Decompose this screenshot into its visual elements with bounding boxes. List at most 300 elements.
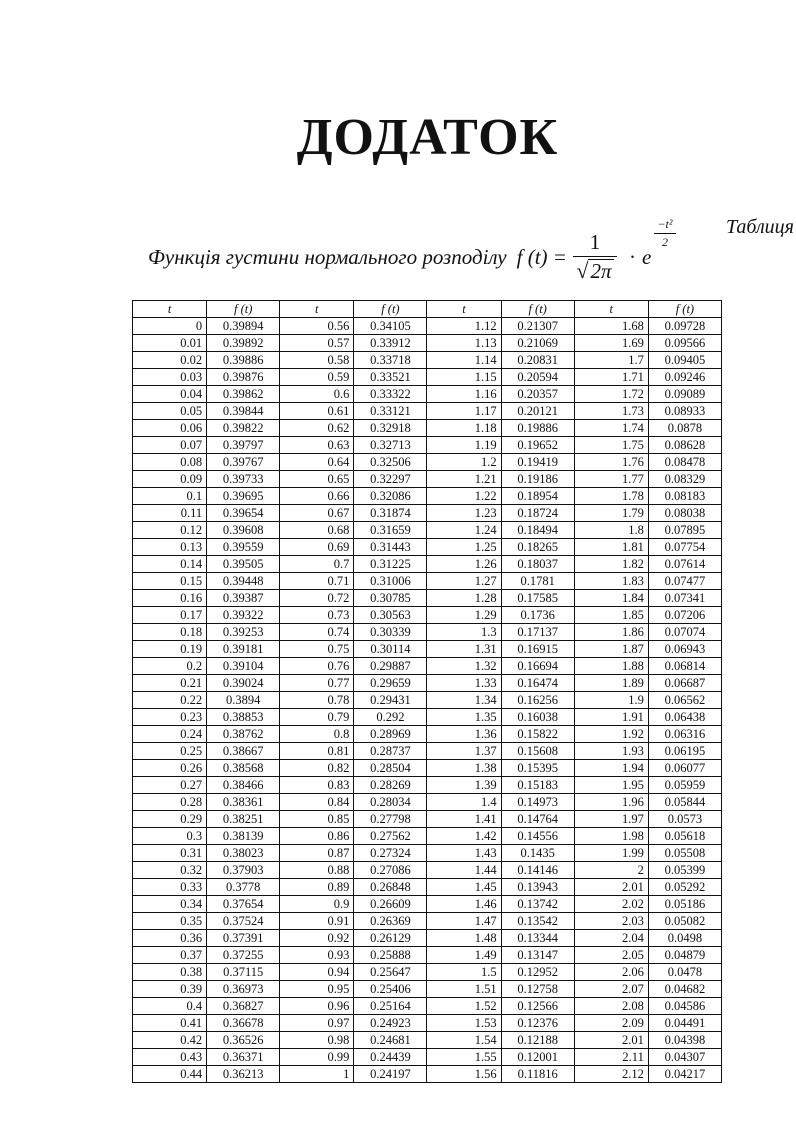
t-value-cell: 1.41 [427, 811, 501, 828]
density-value-cell: 0.33521 [354, 369, 427, 386]
t-value-cell: 2.04 [574, 930, 648, 947]
table-row [133, 607, 722, 624]
t-value-cell: 1.21 [427, 471, 501, 488]
table-row [133, 1015, 722, 1032]
density-formula [516, 216, 673, 283]
density-value-cell: 0.07614 [648, 556, 721, 573]
density-value-cell: 0.06077 [648, 760, 721, 777]
density-value-cell: 0.39448 [207, 573, 280, 590]
density-value-cell: 0.38251 [207, 811, 280, 828]
t-value-cell: 0.29 [133, 811, 207, 828]
table-row [133, 437, 722, 454]
density-value-cell: 0.34105 [354, 318, 427, 335]
density-value-cell: 0.06943 [648, 641, 721, 658]
density-value-cell: 0.09405 [648, 352, 721, 369]
density-value-cell: 0.06195 [648, 743, 721, 760]
density-value-cell: 0.39104 [207, 658, 280, 675]
t-value-cell: 0.15 [133, 573, 207, 590]
density-value-cell: 0.32918 [354, 420, 427, 437]
density-value-cell: 0.39876 [207, 369, 280, 386]
t-value-cell: 0.87 [280, 845, 354, 862]
density-value-cell: 0.17137 [501, 624, 574, 641]
t-value-cell: 0.88 [280, 862, 354, 879]
t-value-cell: 0.1 [133, 488, 207, 505]
t-value-cell: 1.7 [574, 352, 648, 369]
density-value-cell: 0.16474 [501, 675, 574, 692]
t-value-cell: 1.29 [427, 607, 501, 624]
t-value-cell: 0.83 [280, 777, 354, 794]
density-value-cell: 0.0878 [648, 420, 721, 437]
density-value-cell: 0.1736 [501, 607, 574, 624]
table-row [133, 726, 722, 743]
formula-fraction [573, 231, 617, 283]
density-value-cell: 0.07074 [648, 624, 721, 641]
density-value-cell: 0.05844 [648, 794, 721, 811]
density-value-cell: 0.39387 [207, 590, 280, 607]
density-value-cell: 0.36371 [207, 1049, 280, 1066]
density-value-cell: 0.38568 [207, 760, 280, 777]
density-value-cell: 0.27562 [354, 828, 427, 845]
density-value-cell: 0.0498 [648, 930, 721, 947]
table-row [133, 488, 722, 505]
table-row [133, 964, 722, 981]
caption-row [148, 216, 673, 292]
density-value-cell: 0.20357 [501, 386, 574, 403]
density-value-cell: 0.25647 [354, 964, 427, 981]
table-row [133, 913, 722, 930]
t-value-cell: 1.16 [427, 386, 501, 403]
table-row [133, 794, 722, 811]
t-value-cell: 0.63 [280, 437, 354, 454]
t-value-cell: 0.06 [133, 420, 207, 437]
density-value-cell: 0.33718 [354, 352, 427, 369]
t-value-cell: 1.35 [427, 709, 501, 726]
density-value-cell: 0.32506 [354, 454, 427, 471]
density-value-cell: 0.37654 [207, 896, 280, 913]
density-value-cell: 0.12188 [501, 1032, 574, 1049]
t-value-cell: 0.85 [280, 811, 354, 828]
density-value-cell: 0.13147 [501, 947, 574, 964]
t-value-cell: 1.24 [427, 522, 501, 539]
t-value-cell: 0.61 [280, 403, 354, 420]
density-value-cell: 0.39733 [207, 471, 280, 488]
density-value-cell: 0.05292 [648, 879, 721, 896]
density-value-cell: 0.04586 [648, 998, 721, 1015]
density-value-cell: 0.38762 [207, 726, 280, 743]
density-value-cell: 0.16694 [501, 658, 574, 675]
table-row [133, 556, 722, 573]
t-value-cell: 2.02 [574, 896, 648, 913]
density-value-cell: 0.11816 [501, 1066, 574, 1083]
t-value-cell: 1.36 [427, 726, 501, 743]
t-value-cell: 0.58 [280, 352, 354, 369]
t-value-cell: 1 [280, 1066, 354, 1083]
density-value-cell: 0.19652 [501, 437, 574, 454]
table-row [133, 335, 722, 352]
density-value-cell: 0.38361 [207, 794, 280, 811]
density-value-cell: 0.32086 [354, 488, 427, 505]
density-value-cell: 0.31225 [354, 556, 427, 573]
t-value-cell: 0 [133, 318, 207, 335]
density-value-cell: 0.13542 [501, 913, 574, 930]
table-row [133, 318, 722, 335]
density-value-cell: 0.26609 [354, 896, 427, 913]
t-value-cell: 0.23 [133, 709, 207, 726]
t-value-cell: 1.54 [427, 1032, 501, 1049]
t-value-cell: 1.68 [574, 318, 648, 335]
t-value-cell: 0.64 [280, 454, 354, 471]
column-header: f (t) [648, 301, 721, 318]
table-row [133, 624, 722, 641]
density-value-cell: 0.13742 [501, 896, 574, 913]
density-value-cell: 0.08478 [648, 454, 721, 471]
t-value-cell: 1.82 [574, 556, 648, 573]
density-value-cell: 0.30114 [354, 641, 427, 658]
density-value-cell: 0.09089 [648, 386, 721, 403]
t-value-cell: 0.03 [133, 369, 207, 386]
t-value-cell: 2.09 [574, 1015, 648, 1032]
t-value-cell: 1.85 [574, 607, 648, 624]
density-value-cell: 0.16256 [501, 692, 574, 709]
t-value-cell: 1.75 [574, 437, 648, 454]
density-value-cell: 0.04398 [648, 1032, 721, 1049]
formula-numerator: 1 [589, 229, 601, 254]
t-value-cell: 1.32 [427, 658, 501, 675]
t-value-cell: 0.3 [133, 828, 207, 845]
t-value-cell: 0.84 [280, 794, 354, 811]
t-value-cell: 1.4 [427, 794, 501, 811]
t-value-cell: 0.37 [133, 947, 207, 964]
density-value-cell: 0.15608 [501, 743, 574, 760]
density-value-cell: 0.1781 [501, 573, 574, 590]
t-value-cell: 1.12 [427, 318, 501, 335]
density-value-cell: 0.31006 [354, 573, 427, 590]
t-value-cell: 0.75 [280, 641, 354, 658]
table-row [133, 896, 722, 913]
density-value-cell: 0.09728 [648, 318, 721, 335]
t-value-cell: 2.07 [574, 981, 648, 998]
t-value-cell: 0.32 [133, 862, 207, 879]
density-value-cell: 0.09566 [648, 335, 721, 352]
column-header: t [574, 301, 648, 318]
table-row [133, 760, 722, 777]
t-value-cell: 0.7 [280, 556, 354, 573]
density-value-cell: 0.25406 [354, 981, 427, 998]
table-row [133, 641, 722, 658]
density-value-cell: 0.16915 [501, 641, 574, 658]
t-value-cell: 1.73 [574, 403, 648, 420]
table-row [133, 777, 722, 794]
t-value-cell: 1.46 [427, 896, 501, 913]
t-value-cell: 1.74 [574, 420, 648, 437]
table-row [133, 658, 722, 675]
t-value-cell: 0.42 [133, 1032, 207, 1049]
density-value-cell: 0.39892 [207, 335, 280, 352]
density-value-cell: 0.37391 [207, 930, 280, 947]
table-row [133, 1049, 722, 1066]
density-value-cell: 0.06562 [648, 692, 721, 709]
column-header: f (t) [354, 301, 427, 318]
density-value-cell: 0.31874 [354, 505, 427, 522]
column-header: f (t) [207, 301, 280, 318]
t-value-cell: 0.62 [280, 420, 354, 437]
density-value-cell: 0.39181 [207, 641, 280, 658]
density-value-cell: 0.29887 [354, 658, 427, 675]
density-value-cell: 0.16038 [501, 709, 574, 726]
t-value-cell: 0.31 [133, 845, 207, 862]
t-value-cell: 1.55 [427, 1049, 501, 1066]
density-value-cell: 0.36213 [207, 1066, 280, 1083]
column-header: t [133, 301, 207, 318]
column-header: t [427, 301, 501, 318]
t-value-cell: 0.86 [280, 828, 354, 845]
table-row [133, 1032, 722, 1049]
table-label: Таблиця [726, 216, 794, 238]
t-value-cell: 1.89 [574, 675, 648, 692]
t-value-cell: 0.89 [280, 879, 354, 896]
density-value-cell: 0.36526 [207, 1032, 280, 1049]
density-value-cell: 0.24681 [354, 1032, 427, 1049]
density-value-cell: 0.04682 [648, 981, 721, 998]
t-value-cell: 0.19 [133, 641, 207, 658]
t-value-cell: 0.25 [133, 743, 207, 760]
t-value-cell: 1.45 [427, 879, 501, 896]
density-value-cell: 0.07341 [648, 590, 721, 607]
t-value-cell: 1.84 [574, 590, 648, 607]
t-value-cell: 1.42 [427, 828, 501, 845]
t-value-cell: 1.96 [574, 794, 648, 811]
formula-exponential [641, 216, 673, 270]
density-value-cell: 0.15183 [501, 777, 574, 794]
t-value-cell: 1.33 [427, 675, 501, 692]
density-value-cell: 0.26848 [354, 879, 427, 896]
density-value-cell: 0.38667 [207, 743, 280, 760]
t-value-cell: 1.53 [427, 1015, 501, 1032]
density-value-cell: 0.27324 [354, 845, 427, 862]
sqrt-body: 2π [590, 259, 612, 283]
t-value-cell: 0.71 [280, 573, 354, 590]
density-value-cell: 0.39894 [207, 318, 280, 335]
density-value-cell: 0.26369 [354, 913, 427, 930]
density-value-cell: 0.05082 [648, 913, 721, 930]
table-row [133, 930, 722, 947]
table-row [133, 845, 722, 862]
density-value-cell: 0.38466 [207, 777, 280, 794]
t-value-cell: 1.44 [427, 862, 501, 879]
t-value-cell: 1.26 [427, 556, 501, 573]
density-value-cell: 0.3894 [207, 692, 280, 709]
density-value-cell: 0.39822 [207, 420, 280, 437]
density-value-cell: 0.05959 [648, 777, 721, 794]
t-value-cell: 0.8 [280, 726, 354, 743]
table-row [133, 505, 722, 522]
t-value-cell: 0.05 [133, 403, 207, 420]
density-value-cell: 0.04217 [648, 1066, 721, 1083]
t-value-cell: 0.36 [133, 930, 207, 947]
t-value-cell: 0.79 [280, 709, 354, 726]
density-value-cell: 0.07206 [648, 607, 721, 624]
t-value-cell: 1.39 [427, 777, 501, 794]
t-value-cell: 1.9 [574, 692, 648, 709]
density-value-cell: 0.24439 [354, 1049, 427, 1066]
t-value-cell: 0.12 [133, 522, 207, 539]
density-value-cell: 0.13943 [501, 879, 574, 896]
density-value-cell: 0.05508 [648, 845, 721, 862]
density-value-cell: 0.05618 [648, 828, 721, 845]
density-value-cell: 0.07754 [648, 539, 721, 556]
formula-base: e [641, 244, 652, 269]
density-value-cell: 0.04491 [648, 1015, 721, 1032]
formula-exponent [654, 217, 676, 250]
density-value-cell: 0.38139 [207, 828, 280, 845]
t-value-cell: 1.48 [427, 930, 501, 947]
t-value-cell: 1.5 [427, 964, 501, 981]
t-value-cell: 0.38 [133, 964, 207, 981]
t-value-cell: 0.07 [133, 437, 207, 454]
formula-lhs: f (t) = [516, 244, 567, 269]
t-value-cell: 1.79 [574, 505, 648, 522]
t-value-cell: 2.05 [574, 947, 648, 964]
table-row [133, 879, 722, 896]
table-row [133, 403, 722, 420]
density-value-cell: 0.12376 [501, 1015, 574, 1032]
t-value-cell: 0.43 [133, 1049, 207, 1066]
table-row [133, 743, 722, 760]
t-value-cell: 0.2 [133, 658, 207, 675]
t-value-cell: 0.73 [280, 607, 354, 624]
t-value-cell: 2.01 [574, 1032, 648, 1049]
t-value-cell: 1.87 [574, 641, 648, 658]
density-value-cell: 0.08038 [648, 505, 721, 522]
t-value-cell: 0.08 [133, 454, 207, 471]
density-value-cell: 0.28269 [354, 777, 427, 794]
t-value-cell: 1.43 [427, 845, 501, 862]
density-value-cell: 0.37903 [207, 862, 280, 879]
t-value-cell: 1.99 [574, 845, 648, 862]
t-value-cell: 2.12 [574, 1066, 648, 1083]
density-value-cell: 0.14556 [501, 828, 574, 845]
density-value-cell: 0.08329 [648, 471, 721, 488]
t-value-cell: 1.91 [574, 709, 648, 726]
t-value-cell: 1.2 [427, 454, 501, 471]
density-value-cell: 0.24197 [354, 1066, 427, 1083]
t-value-cell: 1.95 [574, 777, 648, 794]
normal-density-table [132, 300, 722, 1083]
density-value-cell: 0.25888 [354, 947, 427, 964]
t-value-cell: 0.35 [133, 913, 207, 930]
t-value-cell: 1.72 [574, 386, 648, 403]
column-header: t [280, 301, 354, 318]
density-value-cell: 0.18954 [501, 488, 574, 505]
density-value-cell: 0.12566 [501, 998, 574, 1015]
table-caption: Функція густини нормального розподілу [148, 244, 507, 269]
density-value-cell: 0.12952 [501, 964, 574, 981]
t-value-cell: 0.72 [280, 590, 354, 607]
t-value-cell: 1.97 [574, 811, 648, 828]
table-row [133, 539, 722, 556]
density-value-cell: 0.18265 [501, 539, 574, 556]
density-value-cell: 0.30339 [354, 624, 427, 641]
t-value-cell: 0.65 [280, 471, 354, 488]
density-value-cell: 0.27086 [354, 862, 427, 879]
t-value-cell: 1.34 [427, 692, 501, 709]
table-row [133, 522, 722, 539]
density-value-cell: 0.04879 [648, 947, 721, 964]
t-value-cell: 0.81 [280, 743, 354, 760]
t-value-cell: 0.59 [280, 369, 354, 386]
density-value-cell: 0.20121 [501, 403, 574, 420]
t-value-cell: 1.38 [427, 760, 501, 777]
t-value-cell: 1.47 [427, 913, 501, 930]
t-value-cell: 2 [574, 862, 648, 879]
density-value-cell: 0.18037 [501, 556, 574, 573]
density-value-cell: 0.05186 [648, 896, 721, 913]
t-value-cell: 0.16 [133, 590, 207, 607]
table-body [133, 318, 722, 1083]
density-value-cell: 0.08628 [648, 437, 721, 454]
table-row [133, 998, 722, 1015]
density-value-cell: 0.09246 [648, 369, 721, 386]
t-value-cell: 0.26 [133, 760, 207, 777]
t-value-cell: 0.94 [280, 964, 354, 981]
density-value-cell: 0.39797 [207, 437, 280, 454]
density-value-cell: 0.33912 [354, 335, 427, 352]
density-value-cell: 0.06687 [648, 675, 721, 692]
t-value-cell: 1.28 [427, 590, 501, 607]
t-value-cell: 0.91 [280, 913, 354, 930]
density-value-cell: 0.39767 [207, 454, 280, 471]
t-value-cell: 1.49 [427, 947, 501, 964]
t-value-cell: 1.13 [427, 335, 501, 352]
density-value-cell: 0.39862 [207, 386, 280, 403]
density-value-cell: 0.32713 [354, 437, 427, 454]
density-value-cell: 0.33322 [354, 386, 427, 403]
density-value-cell: 0.39654 [207, 505, 280, 522]
density-value-cell: 0.0573 [648, 811, 721, 828]
t-value-cell: 0.13 [133, 539, 207, 556]
t-value-cell: 0.92 [280, 930, 354, 947]
t-value-cell: 0.56 [280, 318, 354, 335]
t-value-cell: 0.77 [280, 675, 354, 692]
table-row [133, 471, 722, 488]
density-value-cell: 0.06316 [648, 726, 721, 743]
density-value-cell: 0.21069 [501, 335, 574, 352]
t-value-cell: 2.06 [574, 964, 648, 981]
density-value-cell: 0.38853 [207, 709, 280, 726]
table-header-row [133, 301, 722, 318]
density-value-cell: 0.19186 [501, 471, 574, 488]
density-value-cell: 0.292 [354, 709, 427, 726]
density-value-cell: 0.39608 [207, 522, 280, 539]
t-value-cell: 1.86 [574, 624, 648, 641]
t-value-cell: 1.18 [427, 420, 501, 437]
density-value-cell: 0.27798 [354, 811, 427, 828]
t-value-cell: 0.27 [133, 777, 207, 794]
table-row [133, 1066, 722, 1083]
t-value-cell: 0.82 [280, 760, 354, 777]
t-value-cell: 1.27 [427, 573, 501, 590]
density-value-cell: 0.1435 [501, 845, 574, 862]
exponent-numerator: −t² [657, 216, 673, 231]
t-value-cell: 0.96 [280, 998, 354, 1015]
table-row [133, 454, 722, 471]
t-value-cell: 1.83 [574, 573, 648, 590]
fraction-bar [573, 256, 617, 257]
density-value-cell: 0.28034 [354, 794, 427, 811]
t-value-cell: 0.44 [133, 1066, 207, 1083]
density-value-cell: 0.06814 [648, 658, 721, 675]
t-value-cell: 1.17 [427, 403, 501, 420]
